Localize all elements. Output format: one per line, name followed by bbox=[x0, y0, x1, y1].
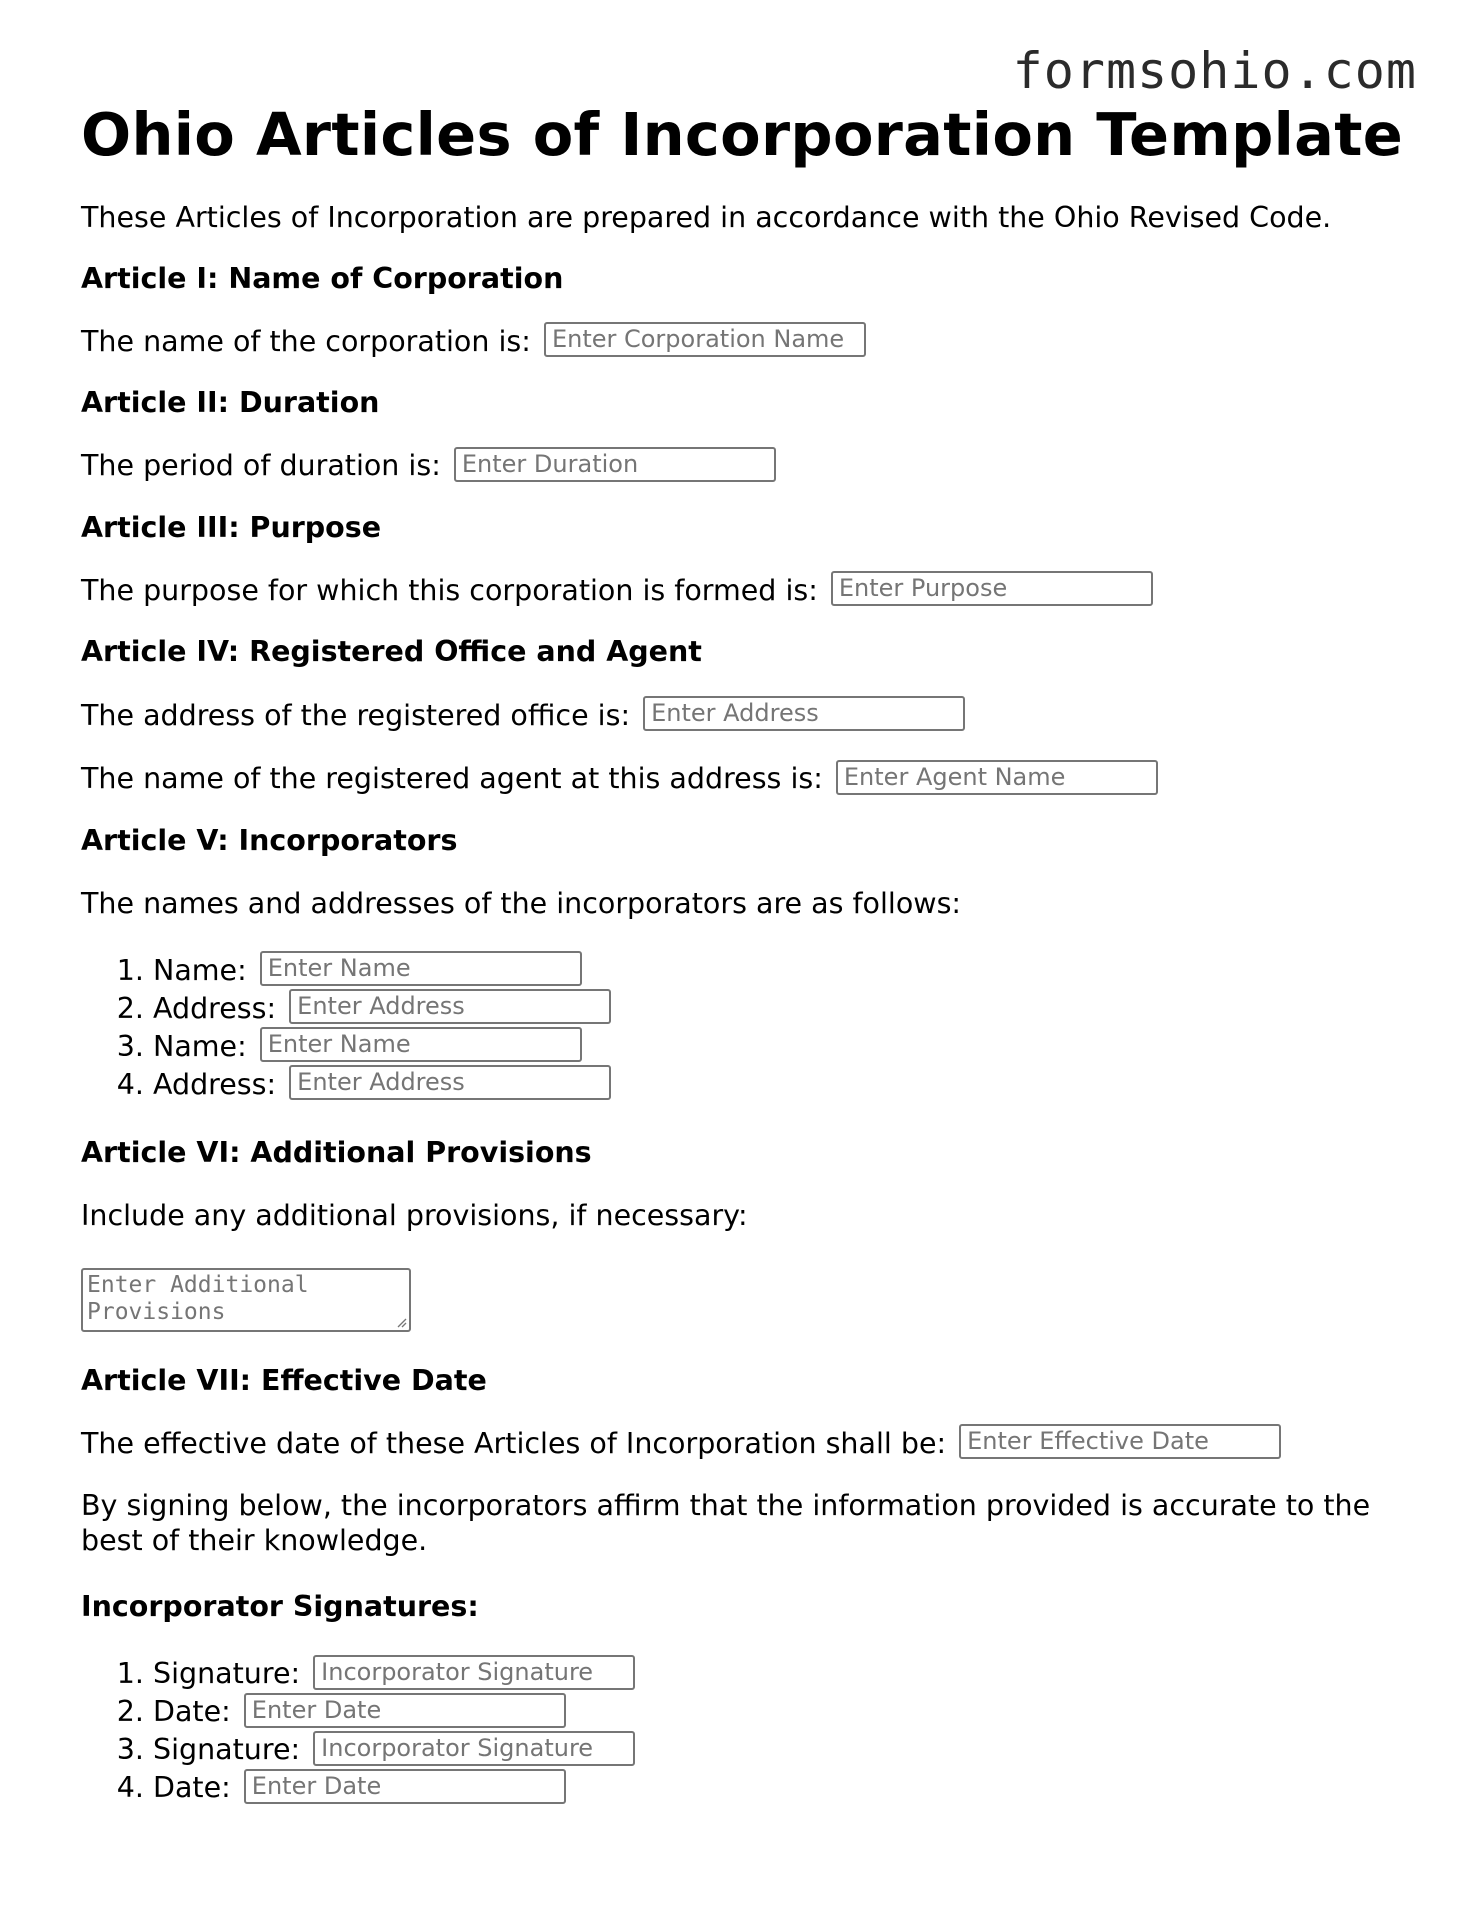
signature-label: Signature: bbox=[153, 1733, 301, 1767]
incorporator-1-address-input[interactable]: Enter Address bbox=[289, 989, 611, 1024]
article-1-heading: Article I: Name of Corporation bbox=[81, 261, 564, 295]
office-address-row bbox=[81, 697, 1411, 735]
date-label: Date: bbox=[153, 1771, 231, 1805]
page-title: Ohio Articles of Incorporation Template bbox=[81, 100, 1404, 169]
incorporator-2-address-input[interactable]: Enter Address bbox=[289, 1065, 611, 1100]
article-4-heading: Article IV: Registered Office and Agent bbox=[81, 635, 702, 669]
form-page bbox=[81, 100, 1411, 1807]
article-2-heading: Article II: Duration bbox=[81, 386, 380, 420]
office-address-label: The address of the registered office is: bbox=[81, 698, 631, 732]
article-7-heading: Article VII: Effective Date bbox=[81, 1363, 487, 1397]
list-item bbox=[153, 990, 1411, 1028]
list-item bbox=[153, 1693, 1411, 1731]
additional-provisions-textarea[interactable] bbox=[81, 1268, 411, 1332]
corporation-name-input[interactable]: Enter Corporation Name bbox=[544, 322, 866, 357]
article-5-heading: Article V: Incorporators bbox=[81, 823, 458, 857]
signature-1-input[interactable]: Incorporator Signature bbox=[313, 1655, 635, 1690]
signatures-heading: Incorporator Signatures: bbox=[81, 1590, 479, 1624]
incorporator-name-label: Name: bbox=[153, 1029, 247, 1063]
list-item bbox=[153, 1769, 1411, 1807]
incorporator-1-name-input[interactable]: Enter Name bbox=[260, 951, 582, 986]
list-item bbox=[153, 1028, 1411, 1066]
list-item bbox=[153, 1066, 1411, 1104]
date-2-input[interactable]: Enter Date bbox=[244, 1769, 566, 1804]
agent-name-label: The name of the registered agent at this address is: bbox=[81, 762, 823, 796]
article-3-row bbox=[81, 572, 1411, 610]
effective-date-row bbox=[81, 1425, 1411, 1463]
effective-date-input[interactable]: Enter Effective Date bbox=[959, 1424, 1281, 1459]
incorporator-address-label: Address: bbox=[153, 991, 277, 1025]
additional-provisions-placeholder: Enter Additional Provisions bbox=[87, 1271, 309, 1325]
incorporators-list bbox=[81, 952, 1411, 1104]
list-item bbox=[153, 952, 1411, 990]
article-3-heading: Article III: Purpose bbox=[81, 510, 382, 544]
incorporator-address-label: Address: bbox=[153, 1067, 277, 1101]
article-2-row bbox=[81, 447, 1411, 485]
duration-label: The period of duration is: bbox=[81, 449, 441, 483]
purpose-label: The purpose for which this corporation is formed is: bbox=[81, 573, 818, 607]
resize-grip-icon[interactable] bbox=[395, 1316, 407, 1328]
date-1-input[interactable]: Enter Date bbox=[244, 1693, 566, 1728]
signatures-list bbox=[81, 1655, 1411, 1807]
incorporator-2-name-input[interactable]: Enter Name bbox=[260, 1027, 582, 1062]
duration-input[interactable]: Enter Duration bbox=[454, 447, 776, 482]
article-6-heading: Article VI: Additional Provisions bbox=[81, 1135, 592, 1169]
corporation-name-label: The name of the corporation is: bbox=[81, 324, 531, 358]
affirmation-text: By signing below, the incorporators affirm that the information provided is accurate to the best of their knowledge. bbox=[81, 1489, 1371, 1558]
additional-provisions-label: Include any additional provisions, if necessary: bbox=[81, 1198, 748, 1232]
list-item bbox=[153, 1655, 1411, 1693]
list-item bbox=[153, 1731, 1411, 1769]
purpose-input[interactable]: Enter Purpose bbox=[831, 571, 1153, 606]
intro-text: These Articles of Incorporation are prepared in accordance with the Ohio Revised Code. bbox=[81, 200, 1332, 234]
article-1-row bbox=[81, 323, 1411, 361]
agent-name-row bbox=[81, 760, 1411, 798]
office-address-input[interactable]: Enter Address bbox=[643, 696, 965, 731]
signature-2-input[interactable]: Incorporator Signature bbox=[313, 1731, 635, 1766]
effective-date-label: The effective date of these Articles of Incorporation shall be: bbox=[81, 1426, 947, 1460]
incorporator-name-label: Name: bbox=[153, 953, 247, 987]
agent-name-input[interactable]: Enter Agent Name bbox=[836, 760, 1158, 795]
date-label: Date: bbox=[153, 1695, 231, 1729]
incorporators-label: The names and addresses of the incorporators are as follows: bbox=[81, 886, 962, 920]
signature-label: Signature: bbox=[153, 1657, 301, 1691]
site-watermark: formsohio.com bbox=[1012, 42, 1417, 100]
